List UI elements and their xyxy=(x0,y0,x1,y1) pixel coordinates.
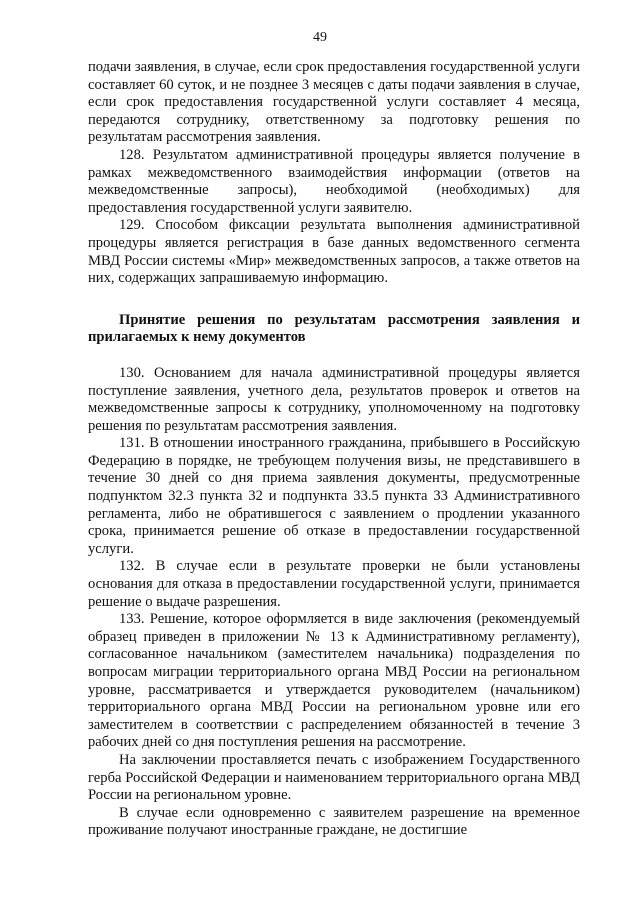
paragraph-continuation: подачи заявления, в случае, если срок предоставления государственной услуги составляет 60 суток, и не позднее 3 месяцев с даты подачи заявления в случае, если срок предоставления государственной услуги составляет 4 месяца, передаются сотруднику, ответственному за подготовку решения по результатам рассмотрения заявления. xyxy=(88,59,580,146)
paragraph-132: 132. В случае если в результате проверки не были установлены основания для отказа в предоставлении государственной услуги, принимается решение о выдаче разрешения. xyxy=(88,558,580,610)
page-number: 49 xyxy=(313,30,327,45)
section-heading: Принятие решения по результатам рассмотрения заявления и прилагаемых к нему документов xyxy=(88,311,580,346)
paragraph-simultaneous: В случае если одновременно с заявителем разрешение на временное проживание получают иностранные граждане, не достигшие xyxy=(88,804,580,839)
paragraph-131: 131. В отношении иностранного гражданина, прибывшего в Российскую Федерацию в порядке, не требующем получения визы, не представившего в течение 30 дней со дня приема заявления документы, предусмотренные подпунктом 32.3 пункта 32 и подпункта 33.5 пункта 33 Административного регламента, либо не обратившегося с заявлением о продлении указанного срока, принимается решение об отказе в предоставлении государственной услуги. xyxy=(88,435,580,557)
document-body xyxy=(88,59,580,840)
paragraph-seal: На заключении проставляется печать с изображением Государственного герба Российской Федерации и наименованием территориального органа МВД России на региональном уровне. xyxy=(88,751,580,804)
paragraph-133: 133. Решение, которое оформляется в виде заключения (рекомендуемый образец приведен в приложении № 13 к Административному регламенту), согласованное начальником (заместителем начальника) подразделения по вопросам миграции территориального органа МВД России на региональном уровне, рассматривается и утверждается руководителем (начальником) территориального органа МВД России на региональном уровне или его заместителем в соответствии с распределением обязанностей в течение 3 рабочих дней со дня поступления решения на рассмотрение. xyxy=(88,611,580,751)
paragraph-128: 128. Результатом административной процедуры является получение в рамках межведомственного взаимодействия информации (ответов на межведомственные запросы), необходимой (необходимых) для предоставления государственной услуги заявителю. xyxy=(88,146,580,216)
paragraph-130: 130. Основанием для начала административной процедуры является поступление заявления, учетного дела, результатов проверок и ответов на межведомственные запросы к сотруднику, уполномоченному на подготовку решения по результатам рассмотрения заявления. xyxy=(88,364,580,434)
paragraph-129: 129. Способом фиксации результата выполнения административной процедуры является регистрация в базе данных ведомственного сегмента МВД России системы «Мир» межведомственных запросов, а также ответов на них, содержащих запрашиваемую информацию. xyxy=(88,217,580,287)
